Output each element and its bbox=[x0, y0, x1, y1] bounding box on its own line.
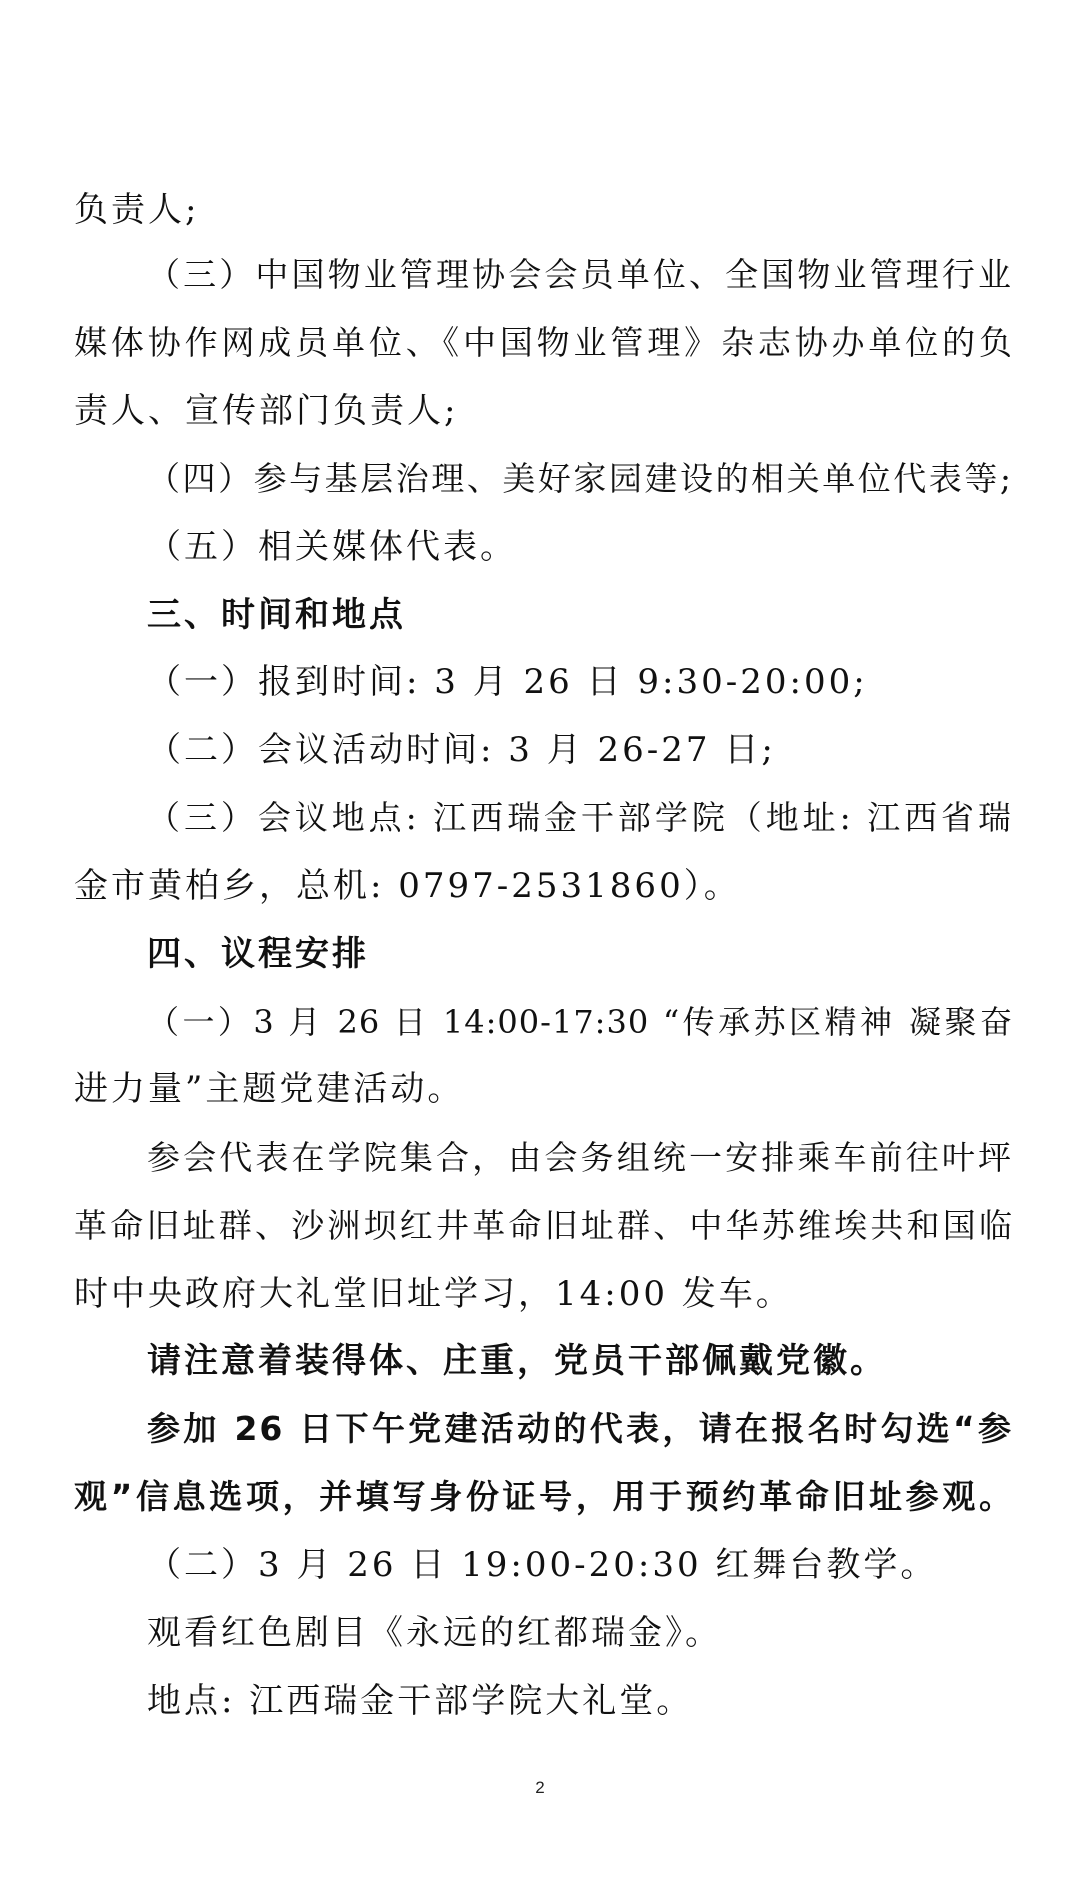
text-line: 地点: 江西瑞金干部学院大礼堂。 bbox=[147, 1681, 694, 1721]
text-line: （一）报到时间: 3 月 26 日 9:30-20:00; bbox=[147, 662, 868, 702]
text-line: 参会代表在学院集合，由会务组统一安排乘车前往叶坪 bbox=[147, 1138, 1013, 1177]
text-line: （五）相关媒体代表。 bbox=[147, 527, 517, 567]
text-line: （四）参与基层治理、美好家园建设的相关单位代表等; bbox=[147, 459, 1013, 498]
text-line: 负责人; bbox=[74, 190, 200, 230]
text-line: 金市黄柏乡，总机: 0797-2531860）。 bbox=[74, 866, 741, 906]
text-line: 进力量”主题党建活动。 bbox=[74, 1069, 465, 1109]
text-line: 革命旧址群、沙洲坝红井革命旧址群、中华苏维埃共和国临 bbox=[74, 1206, 1014, 1245]
bold-notice: 请注意着装得体、庄重，党员干部佩戴党徽。 bbox=[147, 1341, 887, 1381]
text-line: （三）中国物业管理协会会员单位、全国物业管理行业 bbox=[147, 255, 1013, 294]
bold-notice: 参加 26 日下午党建活动的代表，请在报名时勾选“参 bbox=[147, 1409, 1013, 1448]
bold-notice: 观”信息选项，并填写身份证号，用于预约革命旧址参观。 bbox=[74, 1477, 1014, 1516]
text-line: （三）会议地点: 江西瑞金干部学院（地址: 江西省瑞 bbox=[147, 798, 1013, 837]
text-line: 责人、宣传部门负责人; bbox=[74, 391, 459, 431]
text-line: （一）3 月 26 日 14:00-17:30 “传承苏区精神 凝聚奋 bbox=[147, 1003, 1013, 1041]
page-number: 2 bbox=[535, 1778, 545, 1797]
text-line: （二）会议活动时间: 3 月 26-27 日; bbox=[147, 730, 776, 770]
text-line: （二）3 月 26 日 19:00-20:30 红舞台教学。 bbox=[147, 1545, 938, 1585]
text-line: 媒体协作网成员单位、《中国物业管理》杂志协办单位的负 bbox=[74, 323, 1014, 362]
text-line: 观看红色剧目《永远的红都瑞金》。 bbox=[147, 1613, 722, 1653]
text-line: 时中央政府大礼堂旧址学习，14:00 发车。 bbox=[74, 1274, 793, 1314]
section-heading: 三、时间和地点 bbox=[147, 595, 406, 635]
section-heading: 四、议程安排 bbox=[147, 934, 369, 974]
